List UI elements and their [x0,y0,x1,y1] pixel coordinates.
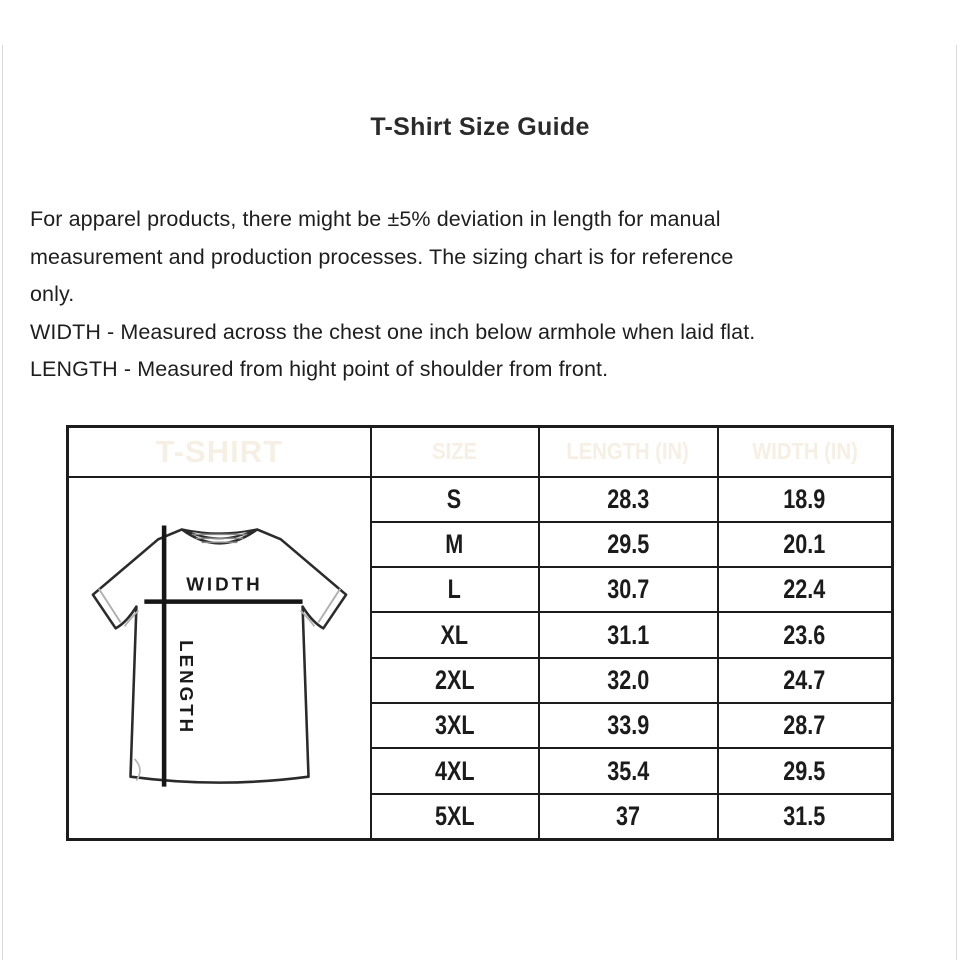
width-cell: 24.7 [718,658,893,703]
width-cell: 22.4 [718,567,893,612]
table-header-length: LENGTH (IN) [539,427,718,477]
width-cell: 23.6 [718,612,893,657]
length-label: LENGTH [175,639,197,735]
tshirt-illustration-cell [68,477,371,840]
table-header-product: T-SHIRT [68,427,371,477]
size-cell: 3XL [371,703,539,748]
description-line: only. [30,282,75,306]
tshirt-illustration [69,478,370,838]
description-line-width-definition: WIDTH - Measured across the chest one inch below armhole when laid flat. [30,319,756,344]
description-line: For apparel products, there might be ±5% deviation in length for manual [30,207,721,231]
collar-back-edge [183,529,256,533]
width-cell: 20.1 [718,522,893,567]
description-line: measurement and production processes. The sizing chart is for reference [30,244,734,269]
length-cell: 28.3 [539,477,718,522]
length-cell: 30.7 [539,567,718,612]
length-cell: 35.4 [539,748,718,793]
page-left-edge [2,45,3,960]
length-cell: 33.9 [539,703,718,748]
length-cell: 32.0 [539,658,718,703]
tshirt-diagram-icon [71,478,368,838]
width-cell: 28.7 [718,703,893,748]
page-title: T-Shirt Size Guide [370,113,590,141]
description-line-length-definition: LENGTH - Measured from hight point of shoulder from front. [30,357,609,381]
table-row [68,477,893,522]
width-cell: 18.9 [718,477,893,522]
tshirt-outline [93,529,346,782]
size-cell: 4XL [371,748,539,793]
width-cell: 31.5 [718,794,893,839]
size-cell: M [371,522,539,567]
size-cell: L [371,567,539,612]
width-label: WIDTH [185,573,263,595]
table-header-row [68,427,893,477]
length-cell: 31.1 [539,612,718,657]
size-guide-description [30,201,932,389]
length-cell: 29.5 [539,522,718,567]
length-cell: 37 [539,794,718,839]
page-right-edge [956,45,957,960]
table-header-width: WIDTH (IN) [718,427,893,477]
table-header-size: SIZE [371,427,539,477]
size-chart-table [66,425,894,841]
size-cell: XL [371,612,539,657]
width-cell: 29.5 [718,748,893,793]
size-cell: S [371,477,539,522]
size-cell: 2XL [371,658,539,703]
size-cell: 5XL [371,794,539,839]
